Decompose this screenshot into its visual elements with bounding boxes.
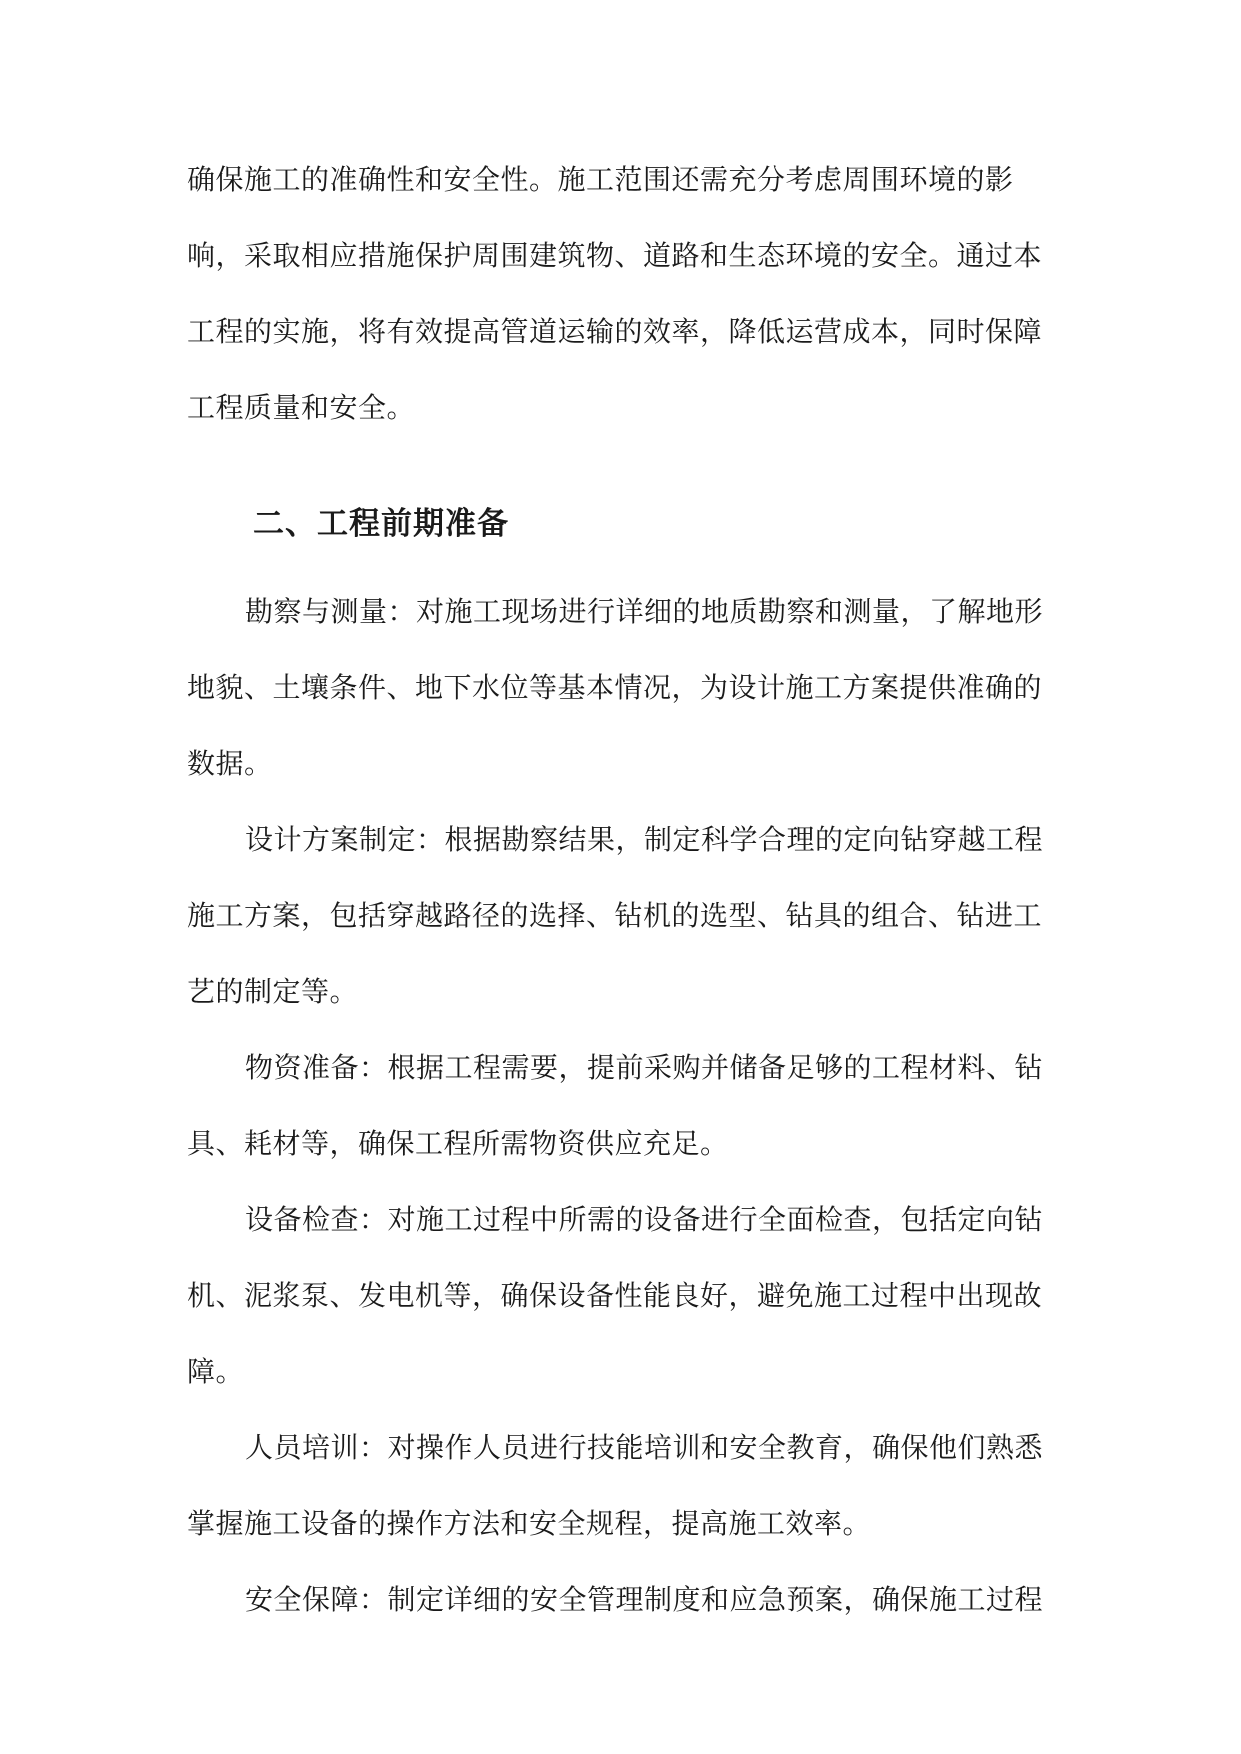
section-heading: 二、工程前期准备 xyxy=(253,506,509,542)
document-body xyxy=(187,142,1057,1638)
paragraph-safety: 安全保障：制定详细的安全管理制度和应急预案，确保施工过程 xyxy=(245,1583,1044,1616)
paragraph-survey: 勘察与测量：对施工现场进行详细的地质勘察和测量，了解地形地貌、土壤条件、地下水位等基本情况，为设计施工方案提供准确的数据。 xyxy=(187,595,1044,780)
paragraph-equipment-check: 设备检查：对施工过程中所需的设备进行全面检查，包括定向钻机、泥浆泵、发电机等，确保设备性能良好，避免施工过程中出现故障。 xyxy=(187,1203,1044,1388)
paragraph-design-plan: 设计方案制定：根据勘察结果，制定科学合理的定向钻穿越工程施工方案，包括穿越路径的选择、钻机的选型、钻具的组合、钻进工艺的制定等。 xyxy=(187,823,1044,1008)
intro-paragraph: 确保施工的准确性和安全性。施工范围还需充分考虑周围环境的影响，采取相应措施保护周围建筑物、道路和生态环境的安全。通过本工程的实施，将有效提高管道运输的效率，降低运营成本，同时保障工程质量和安全。 xyxy=(187,163,1043,424)
paragraph-materials: 物资准备：根据工程需要，提前采购并储备足够的工程材料、钻具、耗材等，确保工程所需物资供应充足。 xyxy=(187,1051,1044,1160)
paragraph-training: 人员培训：对操作人员进行技能培训和安全教育，确保他们熟悉掌握施工设备的操作方法和安全规程，提高施工效率。 xyxy=(187,1431,1044,1540)
